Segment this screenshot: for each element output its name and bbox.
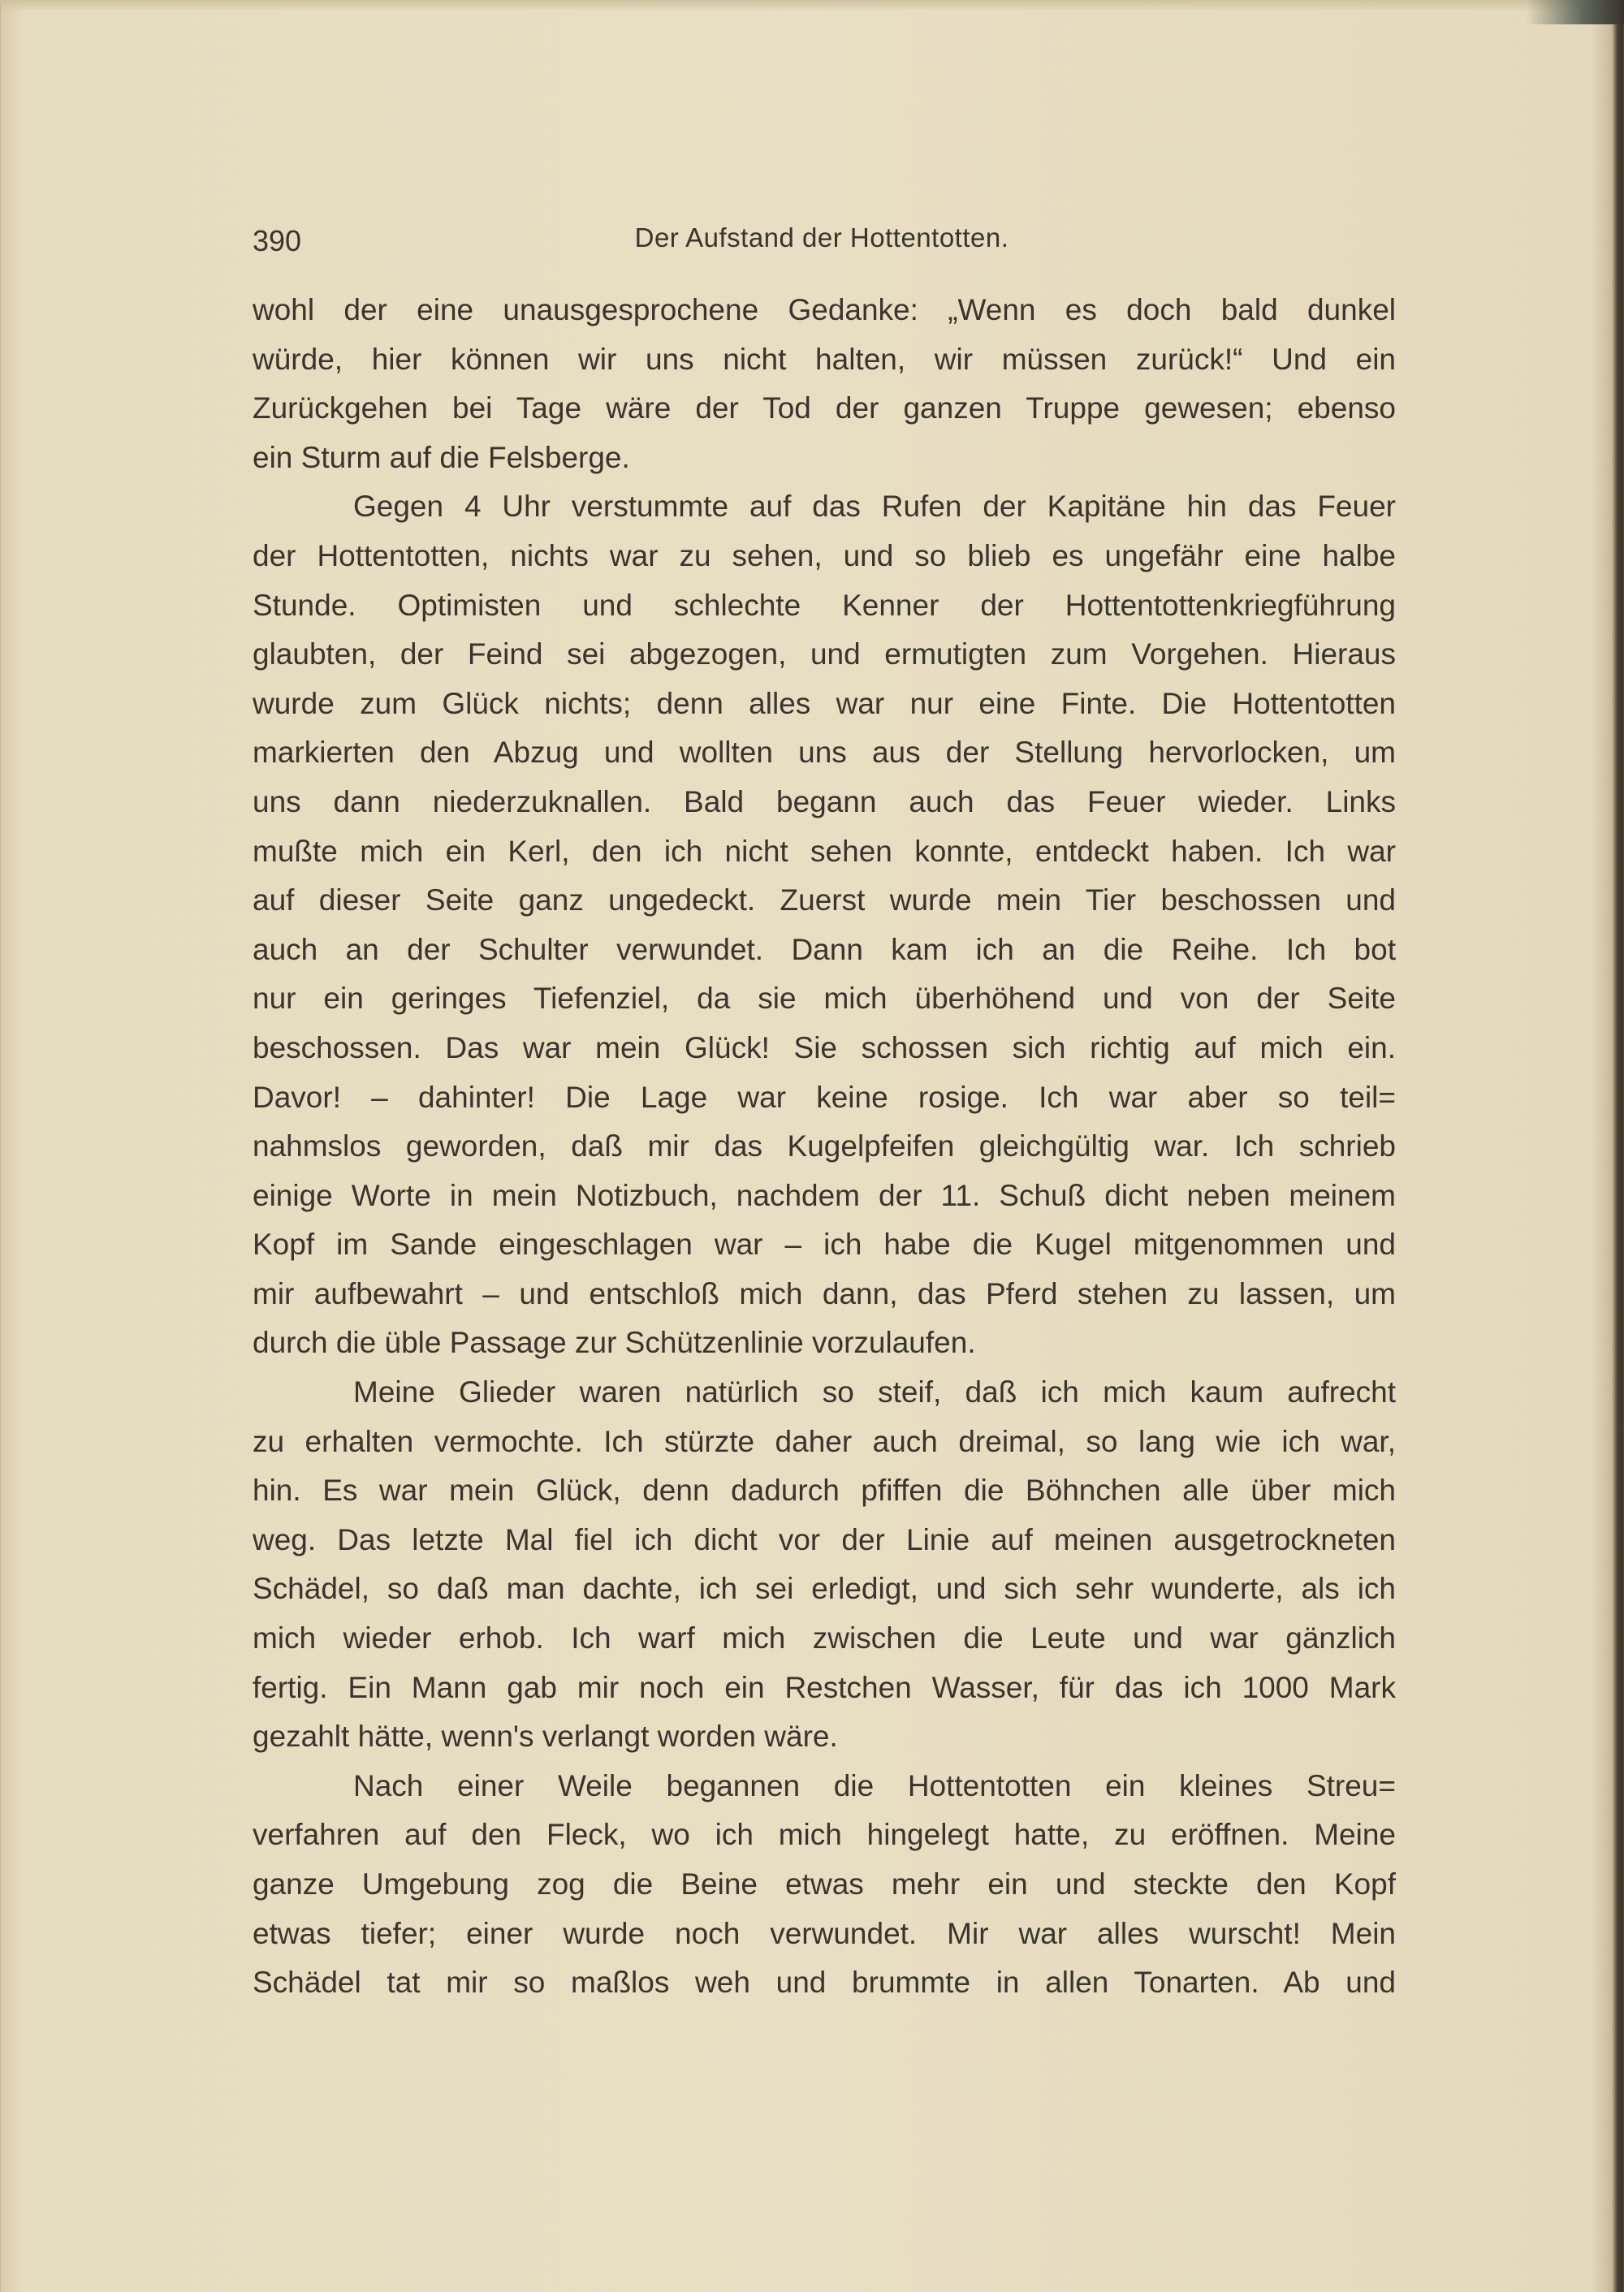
- text-line: Nach einer Weile begannen die Hottentotten ein kleines Streu=: [353, 1768, 1396, 1802]
- text-line: einige Worte in mein Notizbuch, nachdem der 11. Schuß dicht neben meinem: [253, 1178, 1396, 1212]
- text-line: ganze Umgebung zog die Beine etwas mehr ein und steckte den Kopf: [253, 1867, 1396, 1901]
- text-line: wohl der eine unausgesprochene Gedanke: „Wenn es doch bald dunkel: [253, 293, 1396, 326]
- text-line: Kopf im Sande eingeschlagen war – ich habe die Kugel mitgenommen und: [253, 1228, 1396, 1262]
- text-line: würde, hier können wir uns nicht halten, wir müssen zurück!“ Und ein: [253, 342, 1396, 376]
- text-line: mußte mich ein Kerl, den ich nicht sehen konnte, entdeckt haben. Ich war: [253, 834, 1396, 868]
- text-line: fertig. Ein Mann gab mir noch ein Restchen Wasser, für das ich 1000 Mark: [253, 1670, 1396, 1704]
- text-line: markierten den Abzug und wollten uns aus der Stellung hervorlocken, um: [253, 736, 1396, 770]
- text-line: verfahren auf den Fleck, wo ich mich hingelegt hatte, zu eröffnen. Meine: [253, 1818, 1396, 1852]
- text-line: nur ein geringes Tiefenziel, da sie mich überhöhend und von der Seite: [253, 982, 1396, 1016]
- text-line: der Hottentotten, nichts war zu sehen, und so blieb es ungefähr eine halbe: [253, 538, 1396, 572]
- text-line: Zurückgehen bei Tage wäre der Tod der ganzen Truppe gewesen; ebenso: [253, 391, 1396, 425]
- text-line: durch die üble Passage zur Schützenlinie vorzulaufen.: [253, 1326, 976, 1360]
- text-line: Davor! – dahinter! Die Lage war keine rosige. Ich war aber so teil=: [253, 1080, 1396, 1114]
- text-line: Schädel tat mir so maßlos weh und brummte in allen Tonarten. Ab und: [253, 1966, 1396, 2000]
- body-text: [253, 286, 1396, 2008]
- text-line: mir aufbewahrt – und entschloß mich dann, das Pferd stehen zu lassen, um: [253, 1276, 1396, 1310]
- text-line: ein Sturm auf die Felsberge.: [253, 440, 630, 474]
- text-line: auf dieser Seite ganz ungedeckt. Zuerst wurde mein Tier beschossen und: [253, 883, 1396, 917]
- text-line: wurde zum Glück nichts; denn alles war nur eine Finte. Die Hottentotten: [253, 686, 1396, 720]
- page-number: 390: [253, 224, 302, 257]
- text-line: weg. Das letzte Mal fiel ich dicht vor der Linie auf meinen ausgetrockneten: [253, 1522, 1396, 1556]
- text-line: beschossen. Das war mein Glück! Sie schossen sich richtig auf mich ein.: [253, 1030, 1396, 1064]
- page-top-edge: [0, 0, 1624, 11]
- text-line: auch an der Schulter verwundet. Dann kam ich an die Reihe. Ich bot: [253, 932, 1396, 966]
- text-line: Meine Glieder waren natürlich so steif, daß ich mich kaum aufrecht: [353, 1375, 1396, 1409]
- text-line: zu erhalten vermochte. Ich stürzte daher auch dreimal, so lang wie ich war,: [253, 1424, 1396, 1458]
- text-line: Gegen 4 Uhr verstummte auf das Rufen der Kapitäne hin das Feuer: [353, 490, 1396, 524]
- text-line: uns dann niederzuknallen. Bald begann auch das Feuer wieder. Links: [253, 784, 1396, 818]
- text-line: nahmslos geworden, daß mir das Kugelpfeifen gleichgültig war. Ich schrieb: [253, 1129, 1396, 1163]
- text-line: etwas tiefer; einer wurde noch verwundet. Mir war alles wurscht! Mein: [253, 1916, 1396, 1950]
- running-head: Der Aufstand der Hottentotten.: [634, 222, 1009, 253]
- text-line: mich wieder erhob. Ich warf mich zwischen die Leute und war gänzlich: [253, 1621, 1396, 1655]
- text-line: gezahlt hätte, wenn's verlangt worden wäre.: [253, 1720, 838, 1754]
- binding-corner: [1527, 0, 1624, 24]
- text-line: Stunde. Optimisten und schlechte Kenner der Hottentottenkriegführung: [253, 588, 1396, 622]
- text-line: Schädel, so daß man dachte, ich sei erledigt, und sich sehr wunderte, als ich: [253, 1572, 1396, 1606]
- text-line: hin. Es war mein Glück, denn dadurch pfiffen die Böhnchen alle über mich: [253, 1474, 1396, 1508]
- text-line: glaubten, der Feind sei abgezogen, und ermutigten zum Vorgehen. Hieraus: [253, 637, 1396, 671]
